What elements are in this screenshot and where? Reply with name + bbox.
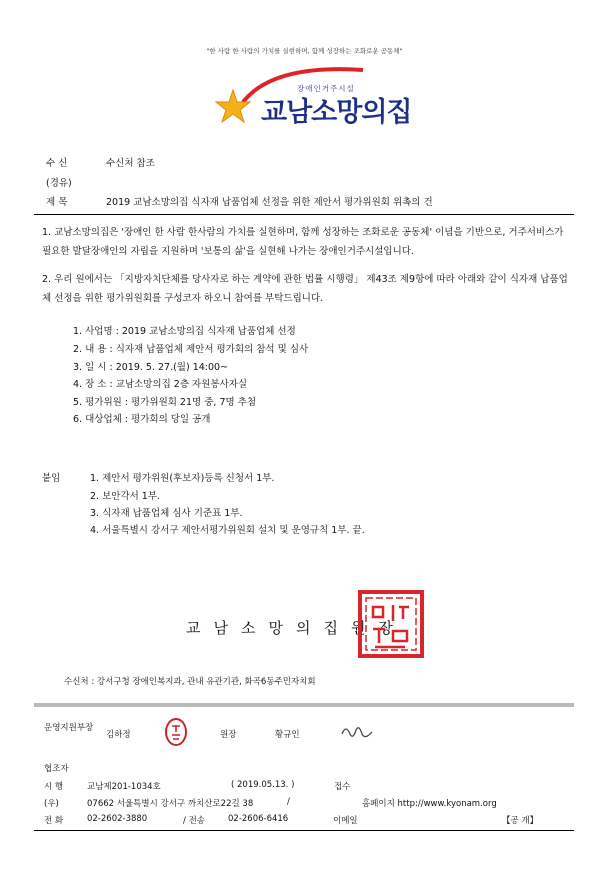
detail-item: 5. 평가위원 : 평가위원회 21명 중, 7명 추첨 (73, 397, 257, 408)
attachment-item: 3. 식자재 납품업체 심사 기준표 1부. (90, 508, 243, 519)
approval-name-1: 김하정 (106, 730, 131, 740)
attachment-item: 4. 서울특별시 강서구 제안서평가위원회 설치 및 운영규칙 1부. 끝. (90, 525, 365, 536)
recipient-label: 수 신 (46, 158, 68, 169)
detail-item: 2. 내 용 : 식자재 납품업체 제안서 평가회의 참석 및 심사 (73, 344, 309, 355)
public-disclosure: 【공 개】 (502, 816, 539, 826)
header-divider (34, 214, 574, 215)
paragraph-1: 1. 교남소망의집은 '장애인 한 사람 한사람의 가치를 실현하며, 함께 성장하는 조화로운 공동체' 이념을 기반으로, 거주서비스가 필요한 발달장애인의 자립을 지원하며 '보통의 삶'을 실현해 나가는 장애인거주시설입니다. (42, 227, 564, 257)
homepage-link[interactable]: 홈페이지 http://www.kyonam.org (362, 799, 497, 809)
phone-number: 02-2602-3880 (87, 814, 148, 824)
cooperation-label: 협조자 (44, 764, 69, 774)
seal-graphic (357, 589, 425, 659)
footer-bottom-rule (34, 830, 574, 831)
slogan: "한 사람 한 사람의 가치를 실현하며, 함께 성장하는 조화로운 공동체" (206, 47, 403, 55)
handwritten-signature (340, 722, 374, 740)
star-icon (216, 90, 250, 122)
fax-number: 02-2606-6416 (228, 814, 289, 824)
attachment-item: 1. 제안서 평가위원(후보자)등록 신청서 1부. (90, 473, 275, 484)
detail-item: 3. 일 시 : 2019. 5. 27.(월) 14:00~ (73, 362, 229, 373)
issuer-signature-name: 교남소망의집원장 (186, 619, 406, 637)
subject-value: 2019 교남소망의집 식자재 납품업체 선정을 위한 제안서 평가위원회 위촉의 건 (106, 197, 433, 208)
enforce-date: ( 2019.05.13. ) (231, 780, 295, 790)
address-separator: / (287, 797, 290, 807)
subject-label: 제 목 (46, 197, 68, 208)
detail-item: 6. 대상업체 : 평가회의 당일 공개 (73, 414, 211, 425)
logo-name: 교남소망의집 (261, 97, 412, 128)
approval-role-1: 운영지원부장 (44, 723, 94, 733)
detail-item: 4. 장 소 : 교남소망의집 2층 자원봉사자실 (73, 379, 248, 390)
address: 07662 서울특별시 강서구 까치산로22길 38 (87, 799, 254, 809)
email-label: 이메일 (333, 816, 358, 826)
approval-name-2: 황규인 (275, 730, 300, 740)
attachment-item: 2. 보안각서 1부. (90, 491, 161, 502)
recipient-value: 수신처 참조 (106, 158, 155, 169)
postal-label: (우) (44, 799, 59, 809)
logo-subtitle: 장애인거주시설 (297, 84, 355, 93)
detail-item: 1. 사업명 : 2019 교남소망의집 식자재 납품업체 선정 (73, 326, 296, 337)
footer-divider (34, 703, 574, 707)
phone-label: 전 화 (44, 816, 64, 826)
approval-stamp (164, 717, 188, 747)
via-label: (경유) (46, 178, 72, 189)
approval-role-2: 원장 (220, 730, 237, 740)
enforce-label: 시 행 (44, 782, 64, 792)
document-number: 교남제201-1034호 (87, 782, 161, 792)
receipt-label: 접수 (334, 782, 351, 792)
attachment-label: 붙임 (42, 473, 61, 484)
institution-logo (213, 62, 412, 132)
cc-list: 수신처 : 강서구청 장애인복지과, 관내 유관기관, 화곡6동주민자치회 (64, 677, 316, 687)
fax-label: / 전송 (183, 816, 205, 826)
official-seal (357, 589, 425, 659)
paragraph-2: 2. 우리 원에서는 「지방자치단체를 당사자로 하는 계약에 관한 법률 시행령」 제43조 제9항에 따라 아래와 같이 식자재 납품업체 선정을 위한 평가위원회를 구성코자 하오니 참여를 부탁드립니다. (42, 274, 568, 304)
